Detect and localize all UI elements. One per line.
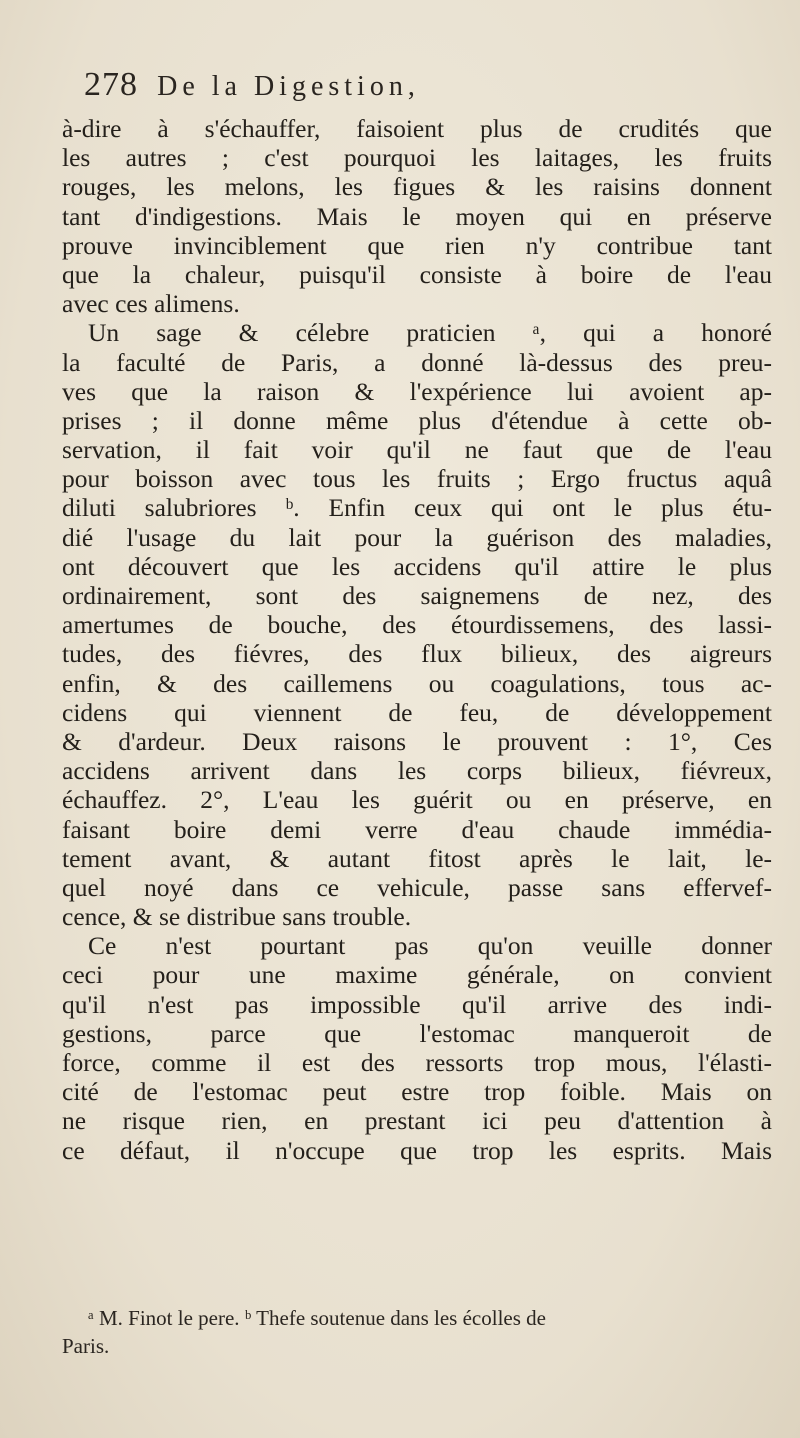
- text-line: diluti salubriores ᵇ. Enfin ceux qui ont le plus étu-: [62, 493, 772, 523]
- text-line: prouve invinciblement que rien n'y contribue tant: [62, 230, 772, 260]
- text-line: cidens qui viennent de feu, de développement: [62, 697, 772, 727]
- text-line: les autres ; c'est pourquoi les laitages, les fruits: [62, 143, 772, 173]
- text-line: ont découvert que les accidens qu'il attire le plus: [62, 551, 772, 581]
- text-line: ne risque rien, en prestant ici peu d'attention à: [62, 1106, 772, 1136]
- text-line: cité de l'estomac peut estre trop foible. Mais on: [62, 1077, 772, 1107]
- page-number: 278: [84, 66, 138, 103]
- text-line: ceci pour une maxime générale, on convient: [62, 960, 772, 990]
- text-line: que la chaleur, puisqu'il consiste à boire de l'eau: [62, 259, 772, 289]
- text-line: rouges, les melons, les figues & les raisins donnent: [62, 172, 772, 202]
- text-line: tement avant, & autant fitost après le lait, le-: [62, 843, 772, 873]
- text-line: qu'il n'est pas impossible qu'il arrive des indi-: [62, 989, 772, 1019]
- text-line: Un sage & célebre praticien ᵃ, qui a honoré: [88, 318, 772, 348]
- text-line: faisant boire demi verre d'eau chaude immédia-: [62, 814, 772, 844]
- text-line: amertumes de bouche, des étourdissemens, des lassi-: [62, 610, 772, 640]
- footnotes: [62, 1304, 772, 1360]
- text-line: enfin, & des caillemens ou coagulations, tous ac-: [62, 668, 772, 698]
- text-line: servation, il fait voir qu'il ne faut que de l'eau: [62, 435, 772, 465]
- text-line: tant d'indigestions. Mais le moyen qui en préserve: [62, 201, 772, 231]
- running-head: [84, 66, 764, 110]
- text-line: quel noyé dans ce vehicule, passe sans effervef-: [62, 872, 772, 902]
- text-line: Ce n'est pourtant pas qu'on veuille donner: [88, 931, 772, 961]
- text-line: tudes, des fiévres, des flux bilieux, des aigreurs: [62, 639, 772, 669]
- text-line: la faculté de Paris, a donné là-dessus des preu-: [62, 347, 772, 377]
- text-line: cence, & se distribue sans trouble.: [62, 902, 412, 932]
- text-line: gestions, parce que l'estomac manqueroit de: [62, 1018, 772, 1048]
- text-line: ordinairement, sont des saignemens de nez, des: [62, 581, 772, 610]
- running-title: De la Digestion,: [157, 71, 420, 102]
- footnote-line: Paris.: [62, 1334, 110, 1358]
- body-text: [62, 114, 772, 1165]
- text-line: avec ces alimens.: [62, 289, 240, 319]
- text-line: pour boisson avec tous les fruits ; Ergo fructus aquâ: [62, 464, 772, 494]
- text-line: ce défaut, il n'occupe que trop les esprits. Mais: [62, 1135, 772, 1165]
- text-line: force, comme il est des ressorts trop mous, l'élasti-: [62, 1048, 772, 1077]
- text-line: & d'ardeur. Deux raisons le prouvent : 1°, Ces: [62, 726, 772, 756]
- text-line: à-dire à s'échauffer, faisoient plus de crudités que: [62, 114, 772, 143]
- footnote-line: ᵃ M. Finot le pere. ᵇ Thefe soutenue dans les écolles de: [88, 1306, 546, 1330]
- text-line: ves que la raison & l'expérience lui avoient ap-: [62, 376, 772, 406]
- text-line: échauffez. 2°, L'eau les guérit ou en préserve, en: [62, 785, 772, 815]
- text-line: prises ; il donne même plus d'étendue à cette ob-: [62, 405, 772, 435]
- text-line: accidens arrivent dans les corps bilieux, fiévreux,: [62, 756, 772, 786]
- text-line: dié l'usage du lait pour la guérison des maladies,: [62, 522, 772, 552]
